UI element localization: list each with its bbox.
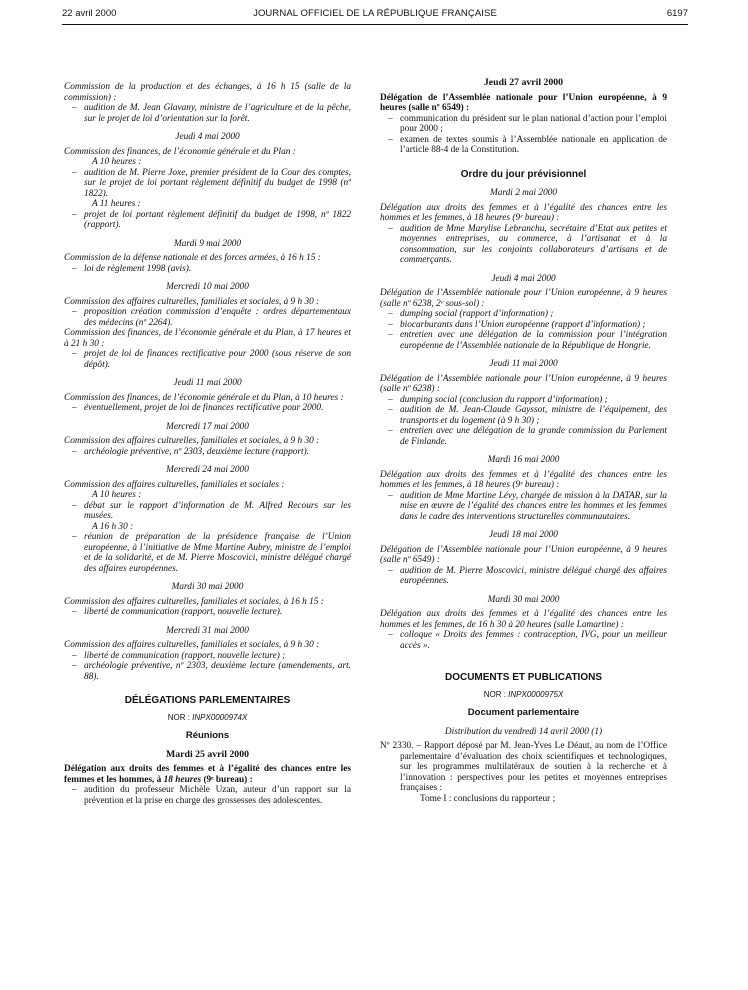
left-column [64, 82, 351, 811]
entry-block [380, 609, 667, 651]
agenda-item: – proposition création commission d’enquête : ordres départementaux des médecins (nº 2264). [64, 307, 351, 328]
nor-code: INPX0000975X [508, 689, 564, 699]
entry-block [64, 640, 351, 682]
delegation-line: Délégation aux droits des femmes et à l’égalité des chances entre les hommes et les femmes, de 16 h 30 à 20 heures (salle Lamartine) : [380, 609, 667, 630]
agenda-item: – archéologie préventive, nº 2303, deuxième lecture (amendements, art. 88). [64, 661, 351, 682]
commission-line: Commission des finances, de l’économie générale et du Plan, à 17 heures et à 21 h 30 : [64, 328, 351, 349]
date-heading: Jeudi 11 mai 2000 [173, 378, 242, 388]
header-date: 22 avril 2000 [62, 8, 117, 19]
date-heading: Jeudi 4 mai 2000 [491, 273, 556, 284]
entry-block [380, 288, 667, 351]
agenda-item: – audition de Mme Marylise Lebranchu, secrétaire d’Etat aux petites et moyennes entreprises, au commerce, à l’artisanat et à la consommation, sur les conjoints collaborateurs d’artisans et de commerçants. [380, 224, 667, 266]
entry-block [64, 480, 351, 575]
agenda-item: – colloque « Droits des femmes : contraception, IVG, pour un meilleur accès ». [380, 630, 667, 651]
entry-block [64, 436, 351, 457]
commission-line: Commission des affaires culturelles, familiales et sociales : [64, 479, 285, 490]
subsection-heading: Document parlementaire [467, 707, 580, 718]
entry-block [64, 393, 351, 414]
delegation-hour: 18 heures [163, 774, 202, 785]
section-heading: DÉLÉGATIONS PARLEMENTAIRES [124, 695, 291, 706]
agenda-item: – liberté de communication (rapport, nouvelle lecture) ; [64, 651, 351, 662]
right-column [380, 78, 667, 804]
entry-block [380, 374, 667, 448]
page-number: 6197 [666, 8, 688, 19]
entry-block [380, 93, 667, 156]
agenda-item: – archéologie préventive, nº 2303, deuxième lecture (rapport). [64, 447, 351, 458]
subsection-heading: Réunions [185, 730, 230, 741]
date-heading: Jeudi 11 mai 2000 [489, 359, 558, 369]
date-heading: Mardi 16 mai 2000 [487, 455, 560, 465]
entry-block [64, 297, 351, 371]
commission-line: Commission de la production et des échanges, à 16 h 15 (salle de la commission) : [64, 82, 351, 103]
agenda-item: – biocarburants dans l’Union européenne (rapport d’information) ; [380, 320, 667, 331]
hour-line: A 10 heures : [92, 157, 142, 167]
agenda-item: – loi de règlement 1998 (avis). [64, 264, 351, 275]
commission-line: Commission de la défense nationale et des forces armées, à 16 h 15 : [64, 253, 321, 263]
agenda-item: – audition de Mme Martine Lévy, chargée de mission à la DATAR, sur la mise en œuvre de l’égalité des chances entre les hommes et les femmes dans le cadre des interventions structurelles communautaires. [380, 491, 667, 523]
delegation-line: Délégation aux droits des femmes et à l’égalité des chances entre les hommes et les femmes, à 18 heures (9ᵉ bureau) : [380, 469, 667, 490]
date-heading: Jeudi 18 mai 2000 [489, 530, 558, 540]
entry-block [64, 597, 351, 618]
date-heading: Mercredi 10 mai 2000 [166, 282, 249, 292]
date-heading: Mardi 30 mai 2000 [171, 582, 244, 592]
distribution-date: Distribution du vendredi 14 avril 2000 (1) [444, 726, 603, 737]
agenda-item: – dumping social (rapport d’information) ; [380, 309, 667, 320]
date-heading: Mardi 9 mai 2000 [173, 238, 242, 249]
date-heading: Jeudi 27 avril 2000 [483, 77, 564, 88]
nor-reference [64, 713, 351, 724]
document-tome: Tome I : conclusions du rapporteur ; [420, 793, 556, 804]
commission-line: Commission des finances, de l’économie générale et du Plan, à 10 heures : [64, 392, 344, 403]
commission-line: Commission des affaires culturelles, familiales et sociales, à 9 h 30 : [64, 640, 320, 650]
header-rule [62, 24, 688, 25]
date-heading: Mardi 30 mai 2000 [487, 594, 560, 605]
commission-line: Commission des affaires culturelles, familiales et sociales, à 9 h 30 : [64, 436, 320, 446]
agenda-item: – projet de loi de finances rectificative pour 2000 (sous réserve de son dépôt). [64, 349, 351, 370]
entry-block [64, 253, 351, 274]
date-heading: Mercredi 24 mai 2000 [166, 465, 249, 475]
commission-line: Commission des affaires culturelles, familiales et sociales, à 9 h 30 : [64, 296, 320, 307]
entry-block [380, 203, 667, 266]
delegation-name: Délégation aux droits des femmes et à l’égalité des chances entre les femmes et les hommes, à [64, 764, 351, 785]
agenda-item: – dumping social (conclusion du rapport d’information) ; [380, 395, 667, 406]
delegation-line: Délégation de l’Assemblée nationale pour l’Union européenne, à 9 heures (salle nº 6549) : [380, 544, 667, 565]
running-header [62, 8, 688, 24]
hour-line: A 10 heures : [92, 490, 142, 500]
nor-reference [380, 690, 667, 701]
entry-block [380, 470, 667, 523]
section-heading: Ordre du jour prévisionnel [460, 168, 587, 180]
entry-block [64, 764, 351, 806]
nor-code: INPX0000974X [192, 712, 248, 722]
journal-title: JOURNAL OFFICIEL DE LA RÉPUBLIQUE FRANÇAISE [253, 8, 497, 19]
agenda-item: – entretien avec une délégation de la commission pour l’intégration européenne de l’Assemblée nationale de la République de Hongrie. [380, 330, 667, 351]
date-heading: Mercredi 17 mai 2000 [166, 421, 249, 432]
date-heading: Jeudi 4 mai 2000 [175, 132, 240, 142]
entry-block [380, 545, 667, 587]
hour-line: A 16 h 30 : [92, 521, 134, 532]
entry-block [64, 82, 351, 124]
agenda-item: – entretien avec une délégation de la grande commission du Parlement de Finlande. [380, 426, 667, 447]
agenda-item: – réunion de préparation de la présidence française de l’Union européenne, à l’initiative de Mme Martine Aubry, ministre de l’emploi et de la solidarité, et de M. Pierre Moscovici, ministre délégué chargé des affaires européennes. [64, 532, 351, 574]
delegation-line: Délégation de l’Assemblée nationale pour l’Union européenne, à 9 heures (salle nº 6238) : [380, 373, 667, 394]
agenda-item: – audition de M. Pierre Moscovici, ministre délégué chargé des affaires européennes. [380, 566, 667, 587]
agenda-item: – projet de loi portant règlement définitif du budget de 1998, nº 1822 (rapport). [64, 210, 351, 231]
agenda-item: – audition du professeur Michèle Uzan, auteur d’un rapport sur la prévention et la prise en charge des grossesses des adolescentes. [64, 785, 351, 806]
commission-line: Commission des affaires culturelles, familiales et sociales, à 16 h 15 : [64, 596, 324, 607]
delegation-room: (9ᵉ bureau) : [203, 774, 253, 785]
delegation-line [64, 764, 351, 785]
agenda-item: – examen de textes soumis à l’Assemblée nationale en application de l’article 88-4 de la Constitution. [380, 135, 667, 156]
nor-label: NOR : [483, 689, 506, 699]
nor-label: NOR : [167, 712, 190, 722]
agenda-item: – audition de M. Jean Glavany, ministre de l’agriculture et de la pêche, sur le projet de loi d’orientation sur la forêt. [64, 103, 351, 124]
entry-block [64, 147, 351, 231]
agenda-item: – audition de M. Jean-Claude Gayssot, ministre de l’équipement, des transports et du logement (à 9 h 30) ; [380, 405, 667, 426]
agenda-item: – débat sur le rapport d’information de M. Alfred Recours sur les musées. [64, 501, 351, 522]
date-heading: Mardi 2 mai 2000 [489, 188, 558, 198]
commission-line: Commission des finances, de l’économie générale et du Plan : [64, 146, 296, 157]
date-heading: Mardi 25 avril 2000 [166, 748, 249, 760]
agenda-item: – liberté de communication (rapport, nouvelle lecture). [64, 607, 351, 618]
delegation-line: Délégation aux droits des femmes et à l’égalité des chances entre les hommes et les femmes, à 18 heures (9ᵉ bureau) : [380, 202, 667, 223]
date-heading: Mercredi 31 mai 2000 [166, 625, 249, 636]
document-entry: Nº 2330. – Rapport déposé par M. Jean-Yves Le Déaut, au nom de l’Office parlementaire d’évaluation des choix scientifiques et technologiques, sur les programmes multilatéraux de soutien à la recherche et à l’innovation : perspectives pour les petites et moyennes entreprises françaises : [380, 741, 667, 793]
delegation-line: Délégation de l’Assemblée nationale pour l’Union européenne, à 9 heures (salle nº 6549) : [380, 92, 667, 113]
agenda-item: – audition de M. Pierre Joxe, premier président de la Cour des comptes, sur le projet de loi portant règlement définitif du budget de 1998 (nº 1822). [64, 168, 351, 200]
section-heading: DOCUMENTS ET PUBLICATIONS [444, 672, 603, 683]
delegation-line: Délégation de l’Assemblée nationale pour l’Union européenne, à 9 heures (salle nº 6238, 2ᵉ sous-sol) : [380, 288, 667, 309]
agenda-item: – éventuellement, projet de loi de finances rectificative pour 2000. [64, 403, 351, 414]
hour-line: A 11 heures : [92, 199, 141, 209]
agenda-item: – communication du président sur le plan national d’action pour l’emploi pour 2000 ; [380, 114, 667, 135]
